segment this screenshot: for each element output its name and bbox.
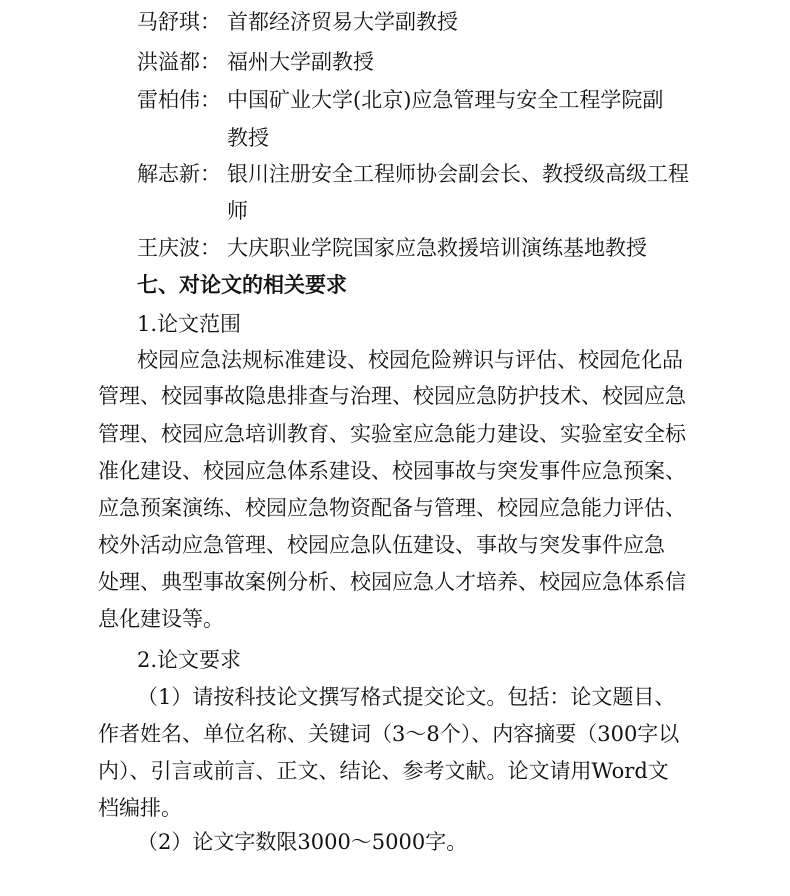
section-heading: 七、对论文的相关要求 [137, 273, 347, 297]
paragraph-line: （2）论文字数限3000～5000字。 [137, 830, 468, 854]
expert-title-continued: 教授 [227, 126, 269, 150]
paragraph-line: 处理、典型事故案例分析、校园应急人才培养、校园应急体系信 [98, 570, 686, 594]
paragraph-line: 档编排。 [98, 796, 182, 820]
paragraph-line: 管理、校园应急培训教育、实验室应急能力建设、实验室安全标 [98, 422, 686, 446]
subsection-heading: 1.论文范围 [137, 312, 242, 336]
expert-title: 福州大学副教授 [227, 50, 374, 74]
expert-title: 大庆职业学院国家应急救援培训演练基地教授 [227, 236, 647, 260]
expert-name: 洪溢都： [137, 50, 221, 74]
subsection-heading: 2.论文要求 [137, 648, 242, 672]
expert-title: 银川注册安全工程师协会副会长、教授级高级工程 [227, 162, 689, 186]
paragraph-line: 应急预案演练、校园应急物资配备与管理、校园应急能力评估、 [98, 496, 686, 520]
expert-entry [137, 160, 689, 188]
paragraph-line: 准化建设、校园应急体系建设、校园事故与突发事件应急预案、 [98, 459, 686, 483]
expert-name: 马舒琪： [137, 10, 221, 34]
expert-title-continued: 师 [227, 199, 248, 223]
expert-entry [137, 86, 663, 114]
paragraph-line: 作者姓名、单位名称、关键词（3～8个）、内容摘要（300字以 [98, 722, 680, 746]
paragraph-line: 息化建设等。 [98, 607, 224, 631]
expert-entry [137, 48, 374, 76]
paragraph-line: 校外活动应急管理、校园应急队伍建设、事故与突发事件应急 [98, 533, 665, 557]
paragraph-line: 管理、校园事故隐患排查与治理、校园应急防护技术、校园应急 [98, 384, 686, 408]
paragraph-line: （1）请按科技论文撰写格式提交论文。包括：论文题目、 [137, 685, 676, 709]
expert-title: 中国矿业大学(北京)应急管理与安全工程学院副 [227, 88, 664, 112]
expert-title: 首都经济贸易大学副教授 [227, 10, 458, 34]
paragraph-line: 校园应急法规标准建设、校园危险辨识与评估、校园危化品 [137, 348, 683, 372]
expert-name: 解志新： [137, 162, 221, 186]
paragraph-line: 内）、引言或前言、正文、结论、参考文献。论文请用Word文 [98, 759, 669, 783]
expert-name: 雷柏伟： [137, 88, 221, 112]
expert-entry [137, 8, 458, 36]
expert-name: 王庆波： [137, 236, 221, 260]
expert-entry [137, 234, 647, 262]
